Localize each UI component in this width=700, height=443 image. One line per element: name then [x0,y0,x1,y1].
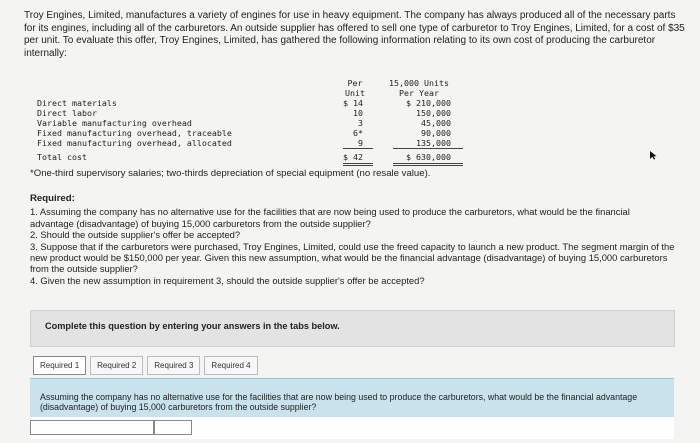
col1-header-a: Per [347,78,363,88]
total-rule-year-2 [393,165,463,166]
row-per-unit: 3 [358,118,363,128]
row-per-year: 90,000 [421,128,451,138]
tab-required-2[interactable]: Required 2 [90,356,143,375]
subtotal-rule-unit [343,148,373,149]
total-rule-year [393,163,463,164]
instructions-text: Complete this question by entering your answers in the tabs below. [45,321,340,331]
footnote: *One-third supervisory salaries; two-thirds depreciation of special equipment (no resale value). [30,168,431,179]
col1-header-b: Unit [345,88,365,98]
required-item-3: 3. Suppose that if the carburetors were purchased, Troy Engines, Limited, could use the freed capacity to launch a new product. The segment margin of the new product would be $150,000 per year. Given this new assumption, what would be the financial advantage (disadvantage) of buying 15,000 carburetors from the outside supplier? [30,240,675,275]
row-per-unit: 10 [353,108,363,118]
required-title: Required: [30,193,75,204]
tab-required-1[interactable]: Required 1 [33,356,86,375]
row-per-year: $ 210,000 [406,98,451,108]
total-rule-unit-2 [343,165,373,166]
instructions-banner [30,310,675,347]
row-label: Variable manufacturing overhead [37,118,192,128]
subtotal-rule-year [393,148,463,149]
required-item-2: 2. Should the outside supplier's offer be accepted? [30,229,241,241]
row-per-unit: $ 14 [343,98,363,108]
total-per-unit: $ 42 [343,152,363,162]
col2-header-a: 15,000 Units [389,78,449,88]
required-item-4: 4. Given the new assumption in requirement 3, should the outside supplier's offer be accepted? [30,274,425,286]
row-per-unit: 9 [358,138,363,148]
row-per-year: 150,000 [416,108,451,118]
row-per-year: 45,000 [421,118,451,128]
answer-label-input[interactable] [30,420,154,435]
row-label: Direct materials [37,98,117,108]
total-rule-unit [343,163,373,164]
required-section [30,193,675,286]
total-per-year: $ 630,000 [406,152,451,162]
total-label: Total cost [37,152,87,162]
problem-intro: Troy Engines, Limited, manufactures a variety of engines for use in heavy equipment. The company has always produced all of the necessary parts for its engines, including all of the carburetors. An outside supplier has offered to sell one type of carburetor to Troy Engines, Limited, for a cost of $35 per unit. To evaluate this offer, Troy Engines, Limited, has gathered the following information relating to its own cost of producing the carburetor internally: [24,10,685,59]
tab-panel-question: Assuming the company has no alternative use for the facilities that are now being used to produce the carburetors, what would be the financial advantage (disadvantage) of buying 15,000 carburetors from the outside supplier? [40,392,638,412]
cursor-icon [648,150,658,160]
row-label: Direct labor [37,108,97,118]
row-per-unit: 6* [353,128,363,138]
row-per-year: 135,000 [416,138,451,148]
col2-header-b: Per Year [399,88,439,98]
tab-required-4[interactable]: Required 4 [204,356,257,375]
tab-required-3[interactable]: Required 3 [147,356,200,375]
tab-panel [30,378,674,418]
answer-amount-input[interactable] [154,420,192,435]
row-label: Fixed manufacturing overhead, traceable [37,128,232,138]
tab-bar [33,356,262,376]
required-item-1: 1. Assuming the company has no alternative use for the facilities that are now being used to produce the carburetors, what would be the financial advantage (disadvantage) of buying 15,000 carburetors from the outside supplier? [30,206,630,229]
row-label: Fixed manufacturing overhead, allocated [37,138,232,148]
